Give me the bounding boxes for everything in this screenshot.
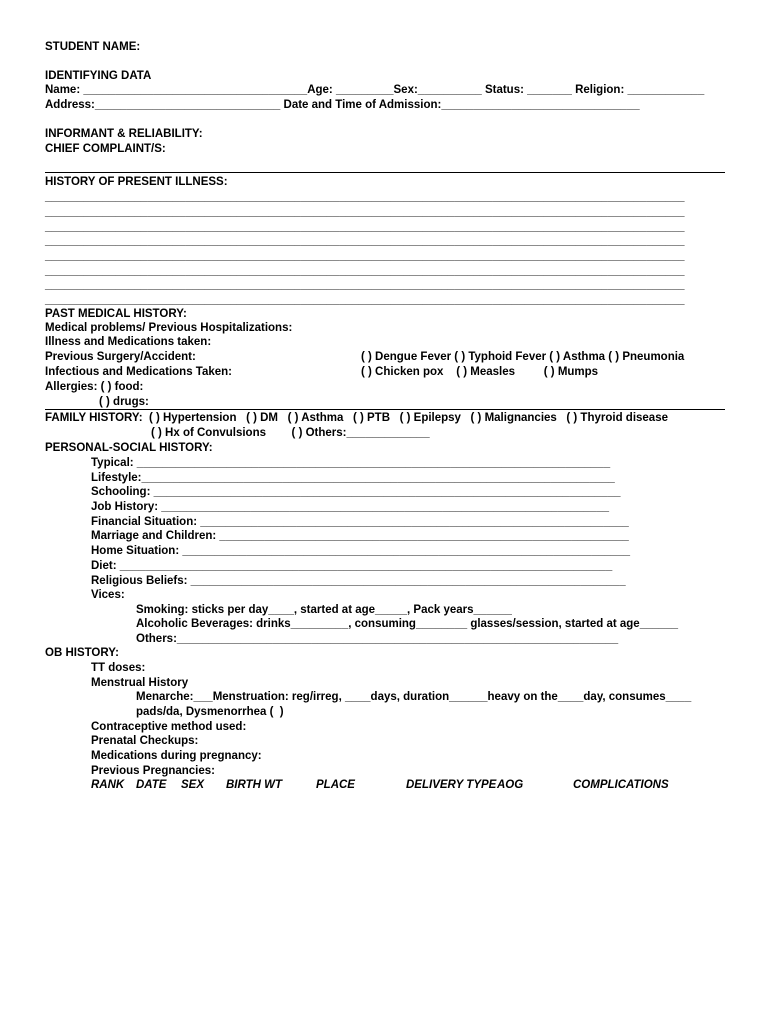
informant-label: INFORMANT & RELIABILITY:: [45, 128, 203, 140]
ps-home: Home Situation: ______________________________________________________________________: [91, 545, 631, 557]
hpi-line-5: ____________________________________________________________________________________________________: [45, 250, 685, 262]
hpi-line-1: ____________________________________________________________________________________________________: [45, 191, 685, 203]
col-complications: COMPLICATIONS: [573, 779, 669, 791]
ps-smoking: Smoking: sticks per day____, started at age_____, Pack years______: [136, 604, 512, 616]
pmh-illness-meds: Illness and Medications taken:: [45, 336, 212, 348]
personal-social-heading: PERSONAL-SOCIAL HISTORY:: [45, 442, 213, 454]
hpi-line-6: ____________________________________________________________________________________________________: [45, 265, 685, 277]
hpi-line-7: ____________________________________________________________________________________________________: [45, 279, 685, 291]
ps-lifestyle: Lifestyle:__________________________________________________________________________: [91, 472, 615, 484]
ob-pads: pads/da, Dysmenorrhea ( ): [136, 706, 284, 718]
ps-typical: Typical: __________________________________________________________________________: [91, 457, 611, 469]
col-date: DATE: [136, 779, 167, 791]
hpi-line-3: ____________________________________________________________________________________________________: [45, 221, 685, 233]
ob-prenatal: Prenatal Checkups:: [91, 735, 199, 747]
ps-others: Others:_____________________________________________________________________: [136, 633, 619, 645]
ps-religious: Religious Beliefs: ____________________________________________________________________: [91, 575, 626, 587]
col-delivery-type: DELIVERY TYPE: [406, 779, 497, 791]
family-history-line-1: FAMILY HISTORY: ( ) Hypertension ( ) DM ( ) Asthma ( ) PTB ( ) Epilepsy ( ) Malignancies ( ) Thyroid disease: [45, 412, 668, 424]
name-age-sex-line: Name: ___________________________________Age: _________Sex:__________ Status: _______ Religion: ____________: [45, 84, 705, 96]
col-birth-wt: BIRTH WT: [226, 779, 283, 791]
pmh-prev-surgery: Previous Surgery/Accident:: [45, 351, 196, 363]
hpi-line-4: ____________________________________________________________________________________________________: [45, 235, 685, 247]
ob-meds-pregnancy: Medications during pregnancy:: [91, 750, 262, 762]
ob-menstrual-history: Menstrual History: [91, 677, 189, 689]
section-divider: [45, 172, 725, 173]
ps-marriage: Marriage and Children: ________________________________________________________________: [91, 530, 629, 542]
col-place: PLACE: [316, 779, 355, 791]
hpi-line-2: ____________________________________________________________________________________________________: [45, 206, 685, 218]
ob-menarche: Menarche:___Menstruation: reg/irreg, ____days, duration______heavy on the____day, consumes____: [136, 691, 692, 703]
chief-complaint-label: CHIEF COMPLAINT/S:: [45, 143, 166, 155]
pmh-disease-row-1: ( ) Dengue Fever ( ) Typhoid Fever ( ) Asthma ( ) Pneumonia: [361, 351, 685, 363]
col-sex: SEX: [181, 779, 205, 791]
pmh-allergies-food: Allergies: ( ) food:: [45, 381, 144, 393]
ob-history-heading: OB HISTORY:: [45, 647, 119, 659]
ps-financial: Financial Situation: ___________________________________________________________________: [91, 516, 629, 528]
hpi-line-8: ____________________________________________________________________________________________________: [45, 294, 685, 306]
address-admission-line: Address:_____________________________ Date and Time of Admission:_______________________________: [45, 99, 640, 111]
family-history-line-2: ( ) Hx of Convulsions ( ) Others:_____________: [151, 427, 430, 439]
hpi-heading: HISTORY OF PRESENT ILLNESS:: [45, 176, 228, 188]
pmh-allergies-drugs: ( ) drugs:: [99, 396, 149, 408]
col-aog: AOG: [497, 779, 524, 791]
col-rank: RANK: [91, 779, 125, 791]
pmh-medical-problems: Medical problems/ Previous Hospitalizations:: [45, 322, 293, 334]
student-name-label: STUDENT NAME:: [45, 41, 141, 53]
ps-alcohol: Alcoholic Beverages: drinks_________, consuming________ glasses/session, started at age______: [136, 618, 679, 630]
ps-schooling: Schooling: _________________________________________________________________________: [91, 486, 621, 498]
section-divider: [45, 409, 725, 410]
pmh-disease-row-2: ( ) Chicken pox ( ) Measles ( ) Mumps: [361, 366, 599, 378]
ps-vices: Vices:: [91, 589, 125, 601]
ob-previous-pregnancies: Previous Pregnancies:: [91, 765, 215, 777]
ps-diet: Diet: _____________________________________________________________________________: [91, 560, 613, 572]
ps-job-history: Job History: ______________________________________________________________________: [91, 501, 609, 513]
pmh-infectious: Infectious and Medications Taken:: [45, 366, 233, 378]
ob-contraceptive: Contraceptive method used:: [91, 721, 247, 733]
ob-tt-doses: TT doses:: [91, 662, 146, 674]
pmh-heading: PAST MEDICAL HISTORY:: [45, 308, 187, 320]
identifying-data-heading: IDENTIFYING DATA: [45, 70, 152, 82]
